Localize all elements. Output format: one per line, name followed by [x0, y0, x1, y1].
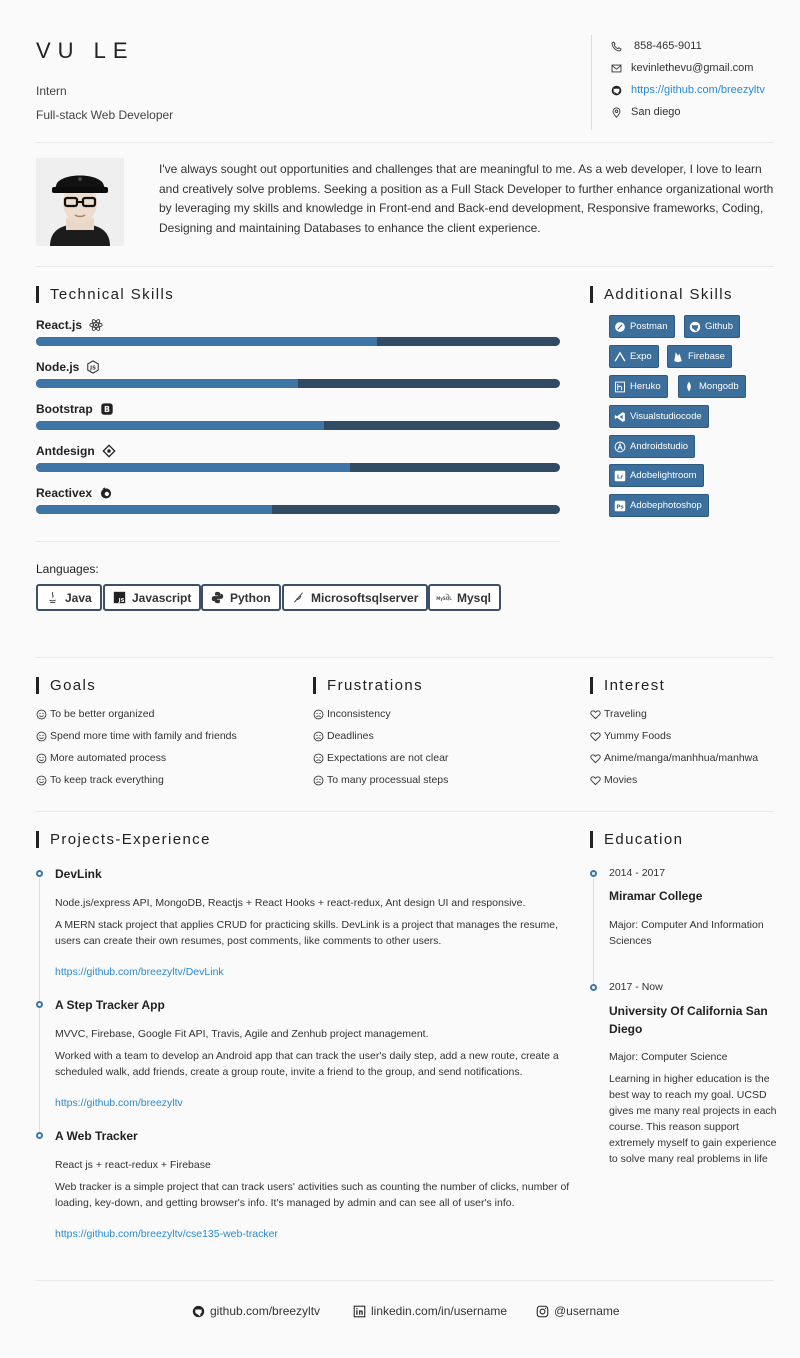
skill-bar-fill [36, 463, 350, 472]
frustration-item: Expectations are not clear [313, 751, 448, 765]
project-title: DevLink [55, 867, 102, 881]
phone-icon [609, 39, 623, 53]
job-title: Intern [36, 84, 67, 98]
timeline-dot [36, 870, 43, 877]
expo-icon [613, 350, 627, 364]
svg-text:B: B [103, 405, 110, 415]
github-icon [688, 320, 702, 334]
timeline-line [593, 878, 594, 990]
mongodb-icon [682, 380, 696, 394]
python-icon [210, 591, 224, 605]
education-dates: 2017 - Now [609, 981, 663, 993]
education-major: Major: Computer Science [609, 1051, 728, 1063]
skill-tag-vscode: Visualstudiocode [609, 405, 709, 428]
footer-linkedin[interactable]: linkedin.com/in/username [353, 1304, 507, 1318]
lightroom-icon [613, 469, 627, 483]
contact-panel [591, 35, 771, 130]
smile-icon [36, 731, 47, 742]
skill-tag-androidstudio: Androidstudio [609, 435, 695, 458]
svg-text:Ps: Ps [616, 503, 624, 510]
frustration-item: Deadlines [313, 729, 374, 743]
timeline-dot [590, 984, 597, 991]
education-title: Education [590, 831, 683, 848]
heart-icon [590, 775, 601, 786]
contact-email[interactable]: kevinlethevu@gmail.com [609, 57, 771, 79]
mysql-icon [437, 591, 451, 605]
frown-icon [313, 753, 324, 764]
skill-name: Reactivex [36, 485, 113, 501]
timeline-dot [590, 870, 597, 877]
frown-icon [313, 731, 324, 742]
photoshop-icon [613, 499, 627, 513]
github-icon [609, 83, 623, 97]
github-icon [192, 1305, 205, 1318]
react-icon [89, 318, 103, 332]
skill-bar-fill [36, 337, 377, 346]
project-title: A Web Tracker [55, 1129, 138, 1143]
svg-text:JS: JS [90, 365, 97, 372]
technical-skills-title: Technical Skills [36, 286, 174, 303]
frustrations-title: Frustrations [313, 677, 423, 694]
additional-skills-title: Additional Skills [590, 286, 733, 303]
skill-bar [36, 505, 560, 514]
interest-item: Anime/manga/manhhua/manhwa [590, 751, 758, 765]
svg-text:MySQL: MySQL [436, 595, 452, 601]
frown-icon [313, 709, 324, 720]
vscode-icon [613, 410, 627, 424]
footer-instagram[interactable]: @username [536, 1304, 620, 1318]
goal-item: To keep track everything [36, 773, 164, 787]
avatar [36, 158, 124, 246]
goal-item: More automated process [36, 751, 166, 765]
project-link[interactable]: https://github.com/breezyltv/cse135-web-tracker [55, 1228, 278, 1240]
heart-icon [590, 753, 601, 764]
frustration-item: Inconsistency [313, 707, 391, 721]
skill-bar [36, 337, 560, 346]
skill-name: Bootstrap B [36, 401, 114, 417]
divider [36, 142, 774, 143]
smile-icon [36, 709, 47, 720]
svg-text:JS: JS [118, 597, 124, 604]
smile-icon [36, 753, 47, 764]
skill-tag-heruko: Heruko [609, 375, 668, 398]
footer-github[interactable]: github.com/breezyltv [192, 1304, 320, 1318]
divider [36, 657, 774, 658]
skill-tag-adobephotoshop: Ps Adobephotoshop [609, 494, 709, 517]
timeline-dot [36, 1132, 43, 1139]
timeline-line [39, 878, 40, 1138]
project-title: A Step Tracker App [55, 998, 165, 1012]
interest-item: Yummy Foods [590, 729, 671, 743]
skill-tag-firebase: Firebase [667, 345, 732, 368]
smile-icon [36, 775, 47, 786]
postman-icon [613, 320, 627, 334]
education-school: Miramar College [609, 889, 703, 903]
linkedin-icon [353, 1305, 366, 1318]
project-description: Web tracker is a simple project that can track users' activities such as counting the number of clicks, number of loading, key-down, and getting browser's info. It's managed by admin and can see all of user's info. [55, 1181, 570, 1209]
skill-tag-adobelightroom: Lr Adobelightroom [609, 464, 704, 487]
skill-bar-fill [36, 505, 272, 514]
project-description: Worked with a team to develop an Android app that can track the user's daily step, add a new route, create a scheduled walk, add friends, create a group route, invite a friend to the group, and send notifications. [55, 1050, 559, 1078]
education-note: Learning in higher education is the best way to reach my goal. UCSD gives me many real projects in each course. This reason support extremely myself to gain experience to solve many real problems in life [609, 1073, 777, 1165]
language-microsoftsqlserver[interactable]: Microsoftsqlserver [282, 584, 428, 611]
interest-item: Movies [590, 773, 637, 787]
skill-bar [36, 421, 560, 430]
education-major: Major: Computer And Information Sciences [609, 919, 764, 947]
education-dates: 2014 - 2017 [609, 867, 666, 879]
language-javascript[interactable]: JS Javascript [103, 584, 201, 611]
skill-bar-fill [36, 379, 298, 388]
project-stack: React js + react-redux + Firebase [55, 1159, 211, 1171]
frustration-item: To many processual steps [313, 773, 448, 787]
skill-bar-fill [36, 421, 324, 430]
skill-tag-github: Github [684, 315, 740, 338]
skill-name: Node.js JS [36, 359, 100, 375]
heroku-icon [613, 380, 627, 394]
divider [36, 811, 774, 812]
contact-phone[interactable]: 858-465-9011 [609, 35, 771, 57]
skill-tag-mongodb: Mongodb [678, 375, 746, 398]
project-link[interactable]: https://github.com/breezyltv/DevLink [55, 966, 224, 978]
svg-text:Lr: Lr [616, 473, 624, 480]
skill-name: React.js [36, 317, 103, 333]
goal-item: To be better organized [36, 707, 155, 721]
reactivex-icon [99, 486, 113, 500]
skill-name: Antdesign [36, 443, 116, 459]
javascript-icon [112, 591, 126, 605]
instagram-icon [536, 1305, 549, 1318]
bootstrap-icon [100, 402, 114, 416]
java-icon [45, 591, 59, 605]
languages-label: Languages: [36, 562, 99, 576]
firebase-icon [671, 350, 685, 364]
location-pin-icon [609, 105, 623, 119]
about-summary: I've always sought out opportunities and challenges that are meaningful to me. As a web developer, I love to learn and creatively solve problems. Seeking a position as a Full Stack Developer to further enhance organizational worth by leveraging my skills and knowledge in Front-end and Back-end development, Responsive frameworks, Coding, Designing and maintaining Databases to enhance the client experience. [159, 162, 774, 235]
timeline-dot [36, 1001, 43, 1008]
project-stack: MVVC, Firebase, Google Fit API, Travis, Agile and Zenhub project management. [55, 1028, 429, 1040]
heart-icon [590, 709, 601, 720]
divider [36, 266, 774, 267]
contact-location: San diego [609, 101, 771, 123]
language-mysql[interactable]: MySQL Mysql [428, 584, 501, 611]
skill-tag-postman: Postman [609, 315, 675, 338]
androidstudio-icon [613, 440, 627, 454]
nodejs-icon [86, 360, 100, 374]
project-link[interactable]: https://github.com/breezyltv [55, 1097, 183, 1109]
antdesign-icon [102, 444, 116, 458]
frown-icon [313, 775, 324, 786]
language-java[interactable]: Java [36, 584, 102, 611]
divider [36, 541, 560, 542]
interest-title: Interest [590, 677, 665, 694]
education-school: University Of California San Diego [609, 1004, 768, 1036]
person-name: VU LE [36, 38, 135, 63]
divider [36, 1280, 774, 1281]
goal-item: Spend more time with family and friends [36, 729, 237, 743]
projects-title: Projects-Experience [36, 831, 211, 848]
mail-icon [609, 61, 623, 75]
project-description: A MERN stack project that applies CRUD for practicing skills. DevLink is a project that manages the resume, users can create their own resumes, post comments, like comments to other users. [55, 919, 559, 947]
skill-bar [36, 379, 560, 388]
sqlserver-icon [291, 591, 305, 605]
contact-github[interactable]: https://github.com/breezyltv [609, 79, 771, 101]
interest-item: Traveling [590, 707, 647, 721]
project-stack: Node.js/express API, MongoDB, Reactjs + React Hooks + react-redux, Ant design UI and responsive. [55, 897, 526, 909]
skill-tag-expo: Expo [609, 345, 659, 368]
skill-bar [36, 463, 560, 472]
language-python[interactable]: Python [201, 584, 281, 611]
job-subtitle: Full-stack Web Developer [36, 108, 174, 122]
heart-icon [590, 731, 601, 742]
goals-title: Goals [36, 677, 96, 694]
